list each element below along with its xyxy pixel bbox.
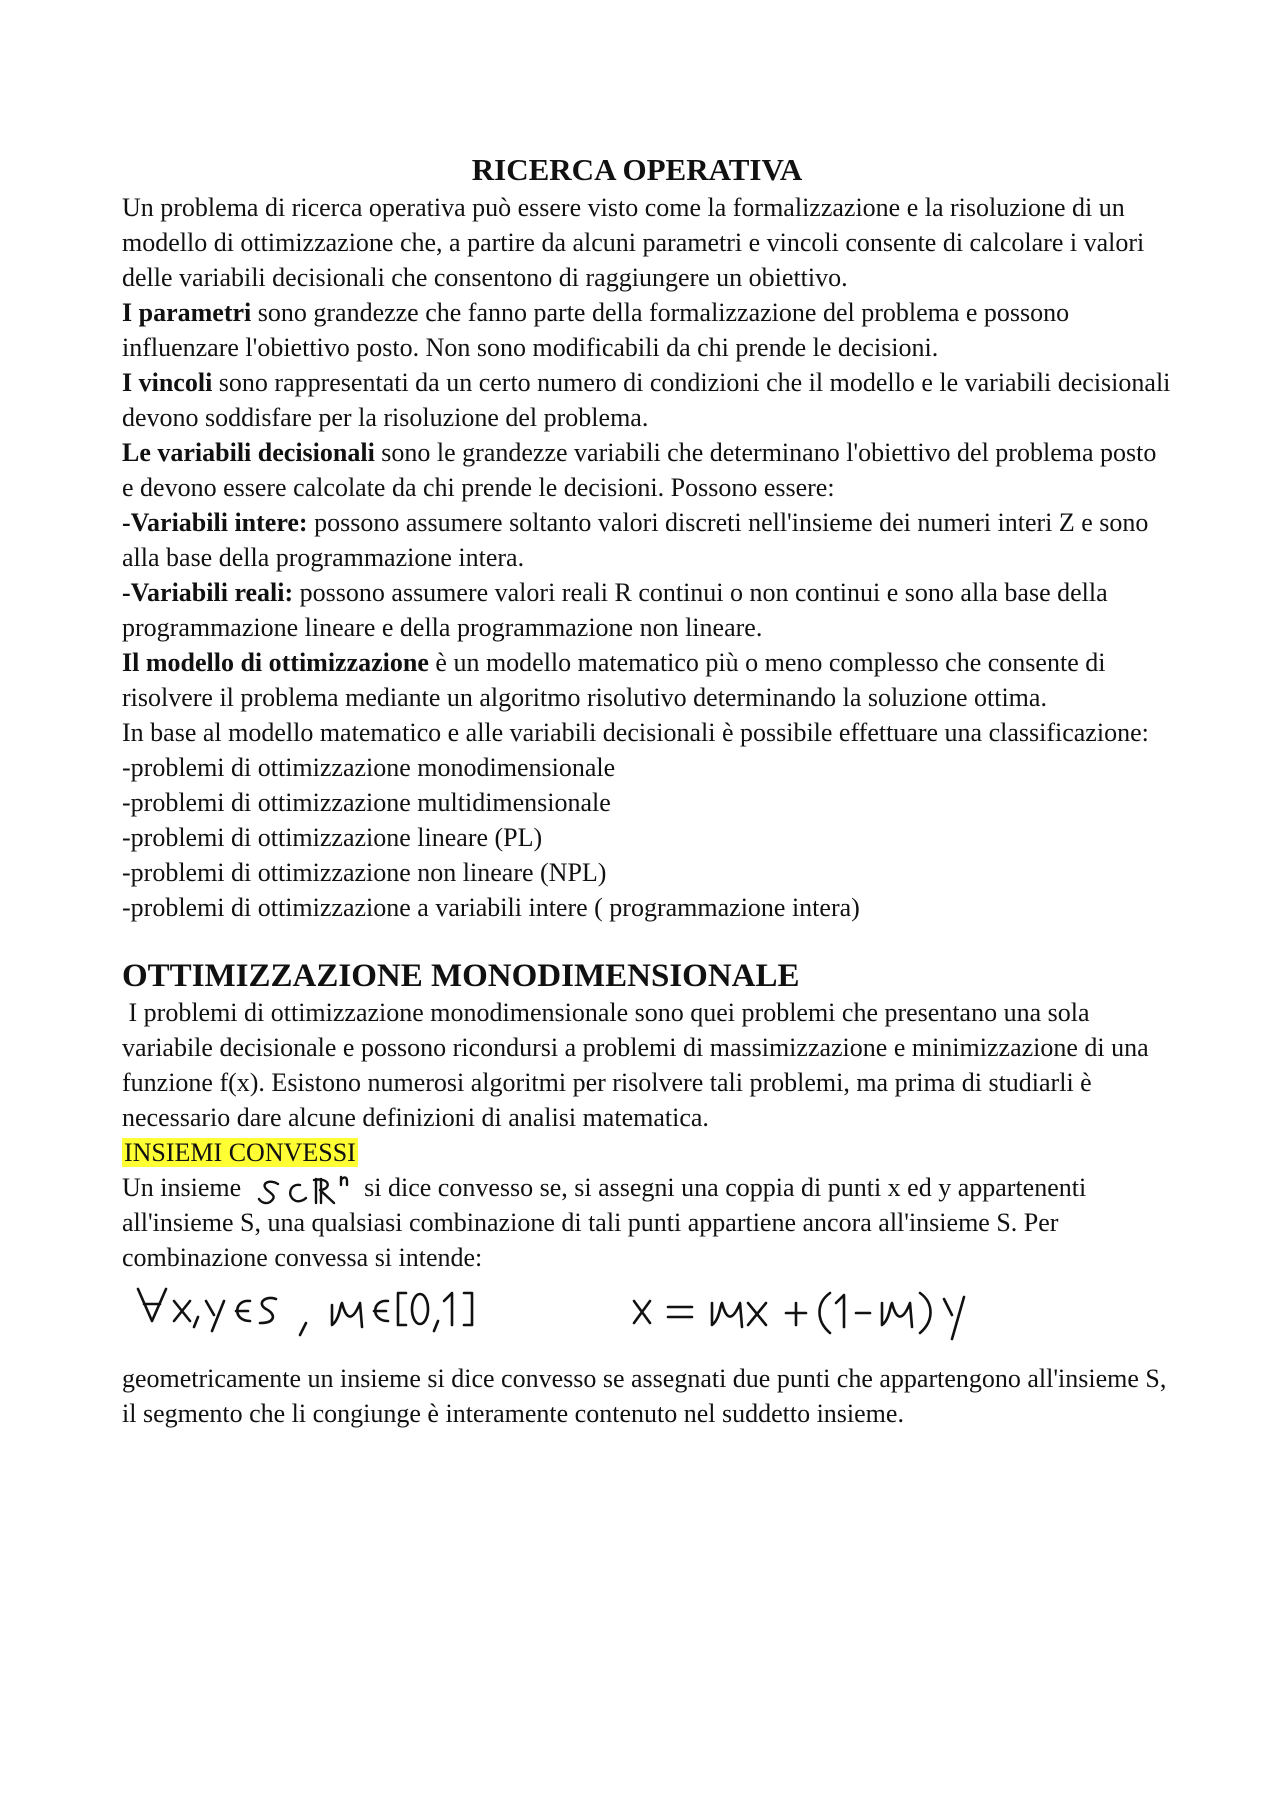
list-item: -problemi di ottimizzazione lineare (PL): [122, 823, 543, 852]
list-item: -problemi di ottimizzazione monodimensionale: [122, 753, 616, 782]
variabili-paragraph: [122, 435, 1172, 505]
set-formula-drawing: [248, 1175, 358, 1205]
modello-paragraph: [122, 645, 1172, 715]
list-item: -problemi di ottimizzazione a variabili intere ( programmazione intera): [122, 893, 860, 922]
convex-combination-drawing: [130, 1279, 1030, 1347]
list-item: -problemi di ottimizzazione non lineare (NPL): [122, 858, 607, 887]
subsection-title: INSIEMI CONVESSI: [124, 1138, 356, 1167]
document-content: [122, 150, 1172, 1431]
parametri-text: sono grandezze che fanno parte della formalizzazione del problema e possono influenzare l'obiettivo posto. Non sono modificabili da chi prende le decisioni.: [122, 298, 1070, 362]
subsection-title-line: [122, 1135, 1172, 1170]
vincoli-term: I vincoli: [122, 368, 213, 397]
intere-text: possono assumere soltanto valori discreti nell'insieme dei numeri interi Z e sono alla base della programmazione intera.: [122, 508, 1149, 572]
classificazione-intro: In base al modello matematico e alle variabili decisionali è possibile effettuare una classificazione:: [122, 718, 1149, 747]
section-title: OTTIMIZZAZIONE MONODIMENSIONALE: [122, 958, 800, 994]
handwritten-set-formula: [248, 1175, 358, 1205]
modello-text: è un modello matematico più o meno complesso che consente di risolvere il problema mediante un algoritmo risolutivo determinando la soluzione ottima.: [122, 648, 1106, 712]
convex-definition: [122, 1170, 1172, 1275]
intere-term: -Variabili intere:: [122, 508, 308, 537]
classification-list: [122, 750, 1172, 925]
vincoli-paragraph: [122, 365, 1172, 435]
parametri-paragraph: [122, 295, 1172, 365]
modello-term: Il modello di ottimizzazione: [122, 648, 429, 677]
page-title: RICERCA OPERATIVA: [471, 152, 803, 187]
variabili-intere-paragraph: [122, 505, 1172, 575]
parametri-term: I parametri: [122, 298, 252, 327]
reali-text: possono assumere valori reali R continui o non continui e sono alla base della programmazione lineare e della programmazione non lineare.: [122, 578, 1108, 642]
variabili-reali-paragraph: [122, 575, 1172, 645]
convex-after: si dice convesso se, si assegni una coppia di punti x ed y appartenenti all'insieme S, una qualsiasi combinazione di tali punti appartiene ancora all'insieme S. Per combinazione convessa si intende:: [122, 1173, 1087, 1273]
handwritten-convex-combination: [122, 1279, 1172, 1347]
vincoli-text: sono rappresentati da un certo numero di condizioni che il modello e le variabili decisionali devono soddisfare per la risoluzione del problema.: [122, 368, 1171, 432]
list-item: -problemi di ottimizzazione multidimensionale: [122, 788, 611, 817]
variabili-text: sono le grandezze variabili che determinano l'obiettivo del problema posto e devono essere calcolate da chi prende le decisioni. Possono essere:: [122, 438, 1157, 502]
section-intro: I problemi di ottimizzazione monodimensionale sono quei problemi che presentano una sola variabile decisionale e possono ricondursi a problemi di massimizzazione e minimizzazione di una funzione f(x). Esistono numerosi algoritmi per risolvere tali problemi, ma prima di studiarli è necessario dare alcune definizioni di analisi matematica.: [122, 998, 1156, 1132]
geometric-paragraph: geometricamente un insieme si dice convesso se assegnati due punti che appartengono all'insieme S, il segmento che li congiunge è interamente contenuto nel suddetto insieme.: [122, 1364, 1167, 1429]
variabili-term: Le variabili decisionali: [122, 438, 375, 467]
intro-paragraph: Un problema di ricerca operativa può essere visto come la formalizzazione e la risoluzione di un modello di ottimizzazione che, a partire da alcuni parametri e vincoli consente di calcolare i valori delle variabili decisionali che consentono di raggiungere un obiettivo.: [122, 193, 1145, 292]
convex-before: Un insieme: [122, 1173, 248, 1202]
reali-term: -Variabili reali:: [122, 578, 294, 607]
